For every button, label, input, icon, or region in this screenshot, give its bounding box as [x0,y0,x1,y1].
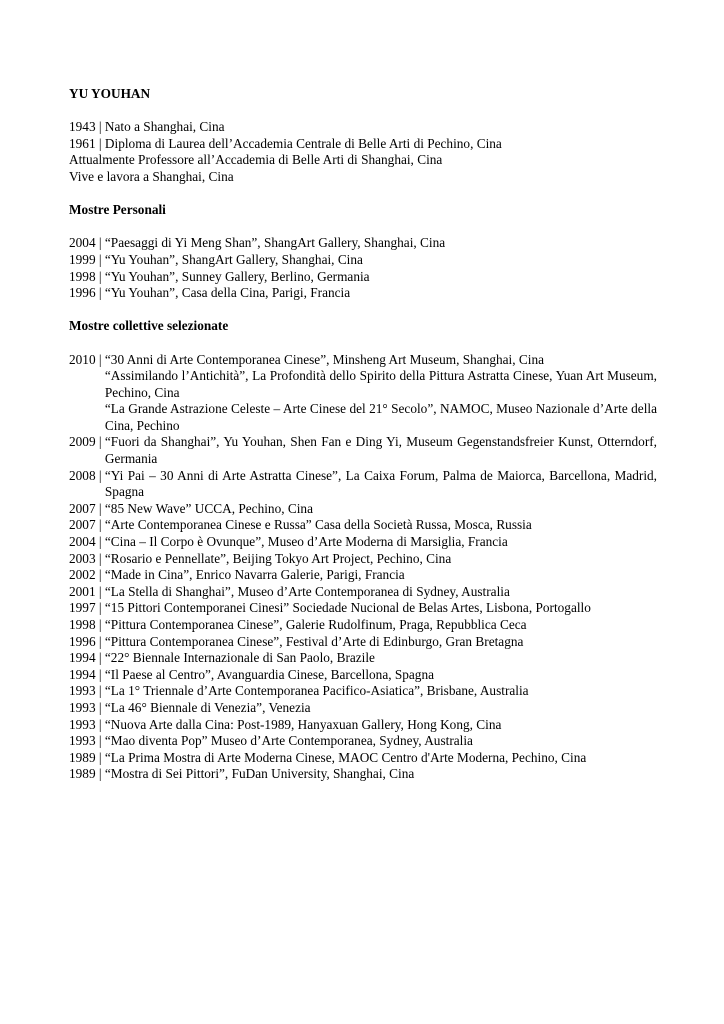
exhibition-year: 1993 [69,699,96,715]
year-separator: | [95,716,105,732]
exhibition-row [69,600,657,617]
exhibition-year: 1998 [69,268,96,284]
year-separator: | [95,517,105,533]
exhibition-entries [105,235,657,252]
exhibition-entry: “Mao diventa Pop” Museo d’Arte Contemporanea, Sydney, Australia [104,733,473,749]
group-exhibitions-list [69,352,657,783]
exhibition-row [69,683,657,700]
exhibition-entry: “Il Paese al Centro”, Avanguardia Cinese, Barcellona, Spagna [104,666,435,682]
exhibition-year: 1999 [69,251,96,267]
exhibition-year: 1997 [69,600,96,616]
solo-exhibitions-list [69,235,657,301]
exhibition-entries [105,534,657,551]
exhibition-year: 2004 [69,235,96,251]
exhibition-row [69,584,657,601]
exhibition-year: 2010 [69,351,96,367]
exhibition-entry: “Cina – Il Corpo è Ovunque”, Museo d’Arte Moderna di Marsiglia, Francia [104,534,508,550]
exhibition-row [69,468,657,501]
year-separator: | [95,633,105,649]
exhibition-entries [105,634,657,651]
exhibition-year: 2003 [69,550,96,566]
exhibition-entry: “Yu Youhan”, ShangArt Gallery, Shanghai, Cina [104,251,363,267]
exhibition-entries [105,352,657,435]
exhibition-row [69,667,657,684]
exhibition-entry: “La Prima Mostra di Arte Moderna Cinese, MAOC Centro d'Arte Moderna, Pechino, Cina [104,749,587,765]
exhibition-entries [105,650,657,667]
group-exhibitions-heading: Mostre collettive selezionate [69,318,229,334]
bio-line: Vive e lavora a Shanghai, Cina [69,168,234,184]
exhibition-entry: “La 46° Biennale di Venezia”, Venezia [104,699,311,715]
exhibition-entries [105,667,657,684]
document-page [69,86,657,783]
exhibition-row [69,733,657,750]
exhibition-entries [105,517,657,534]
exhibition-entries [105,285,657,302]
exhibition-year: 1994 [69,666,96,682]
year-separator: | [95,268,105,284]
exhibition-entry: “Fuori da Shanghai”, Yu Youhan, Shen Fan e Ding Yi, Museum Gegenstandsfreier Kunst, Otterndorf, Germania [104,434,657,467]
exhibition-entries [105,252,657,269]
exhibition-entry: “85 New Wave” UCCA, Pechino, Cina [104,500,313,516]
exhibition-row [69,650,657,667]
year-separator: | [95,600,105,616]
bio-line: Attualmente Professore all’Accademia di Belle Arti di Shanghai, Cina [69,152,443,168]
exhibition-row [69,285,657,302]
exhibition-entry: “Mostra di Sei Pittori”, FuDan University, Shanghai, Cina [104,766,415,782]
exhibition-row [69,235,657,252]
exhibition-entry: “Rosario e Pennellate”, Beijing Tokyo Art Project, Pechino, Cina [104,550,452,566]
exhibition-year: 1989 [69,749,96,765]
exhibition-year: 2008 [69,467,96,483]
exhibition-entry: “La Grande Astrazione Celeste – Arte Cinese del 21° Secolo”, NAMOC, Museo Nazionale d’Arte della Cina, Pechino [104,401,657,433]
exhibition-year: 1996 [69,285,96,301]
exhibition-row [69,269,657,286]
exhibition-entry: “Nuova Arte dalla Cina: Post-1989, Hanyaxuan Gallery, Hong Kong, Cina [104,716,502,732]
exhibition-year: 1989 [69,766,96,782]
exhibition-entries [105,434,657,467]
exhibition-entry: “30 Anni di Arte Contemporanea Cinese”, Minsheng Art Museum, Shanghai, Cina [104,351,545,367]
exhibition-entry: “Yu Youhan”, Sunney Gallery, Berlino, Germania [104,268,370,284]
exhibition-entries [105,717,657,734]
exhibition-entry: “Yi Pai – 30 Anni di Arte Astratta Cinese”, La Caixa Forum, Palma de Maiorca, Barcellona, Madrid, Spagna [104,467,657,500]
exhibition-row [69,501,657,518]
exhibition-year: 1998 [69,617,96,632]
exhibition-entries [105,551,657,568]
exhibition-entry: “Pittura Contemporanea Cinese”, Festival d’Arte di Edinburgo, Gran Bretagna [104,633,524,649]
year-separator: | [95,235,105,251]
exhibition-row [69,534,657,551]
exhibition-entry: “22° Biennale Internazionale di San Paolo, Brazile [104,650,375,666]
year-separator: | [95,617,105,632]
exhibition-entries [105,468,657,501]
exhibition-entries [105,567,657,584]
exhibition-row [69,766,657,783]
exhibition-entries [105,750,657,767]
exhibition-entry: “La Stella di Shanghai”, Museo d’Arte Contemporanea di Sydney, Australia [104,583,510,599]
exhibition-year: 2007 [69,517,96,533]
solo-exhibitions-heading: Mostre Personali [69,202,166,218]
year-separator: | [95,766,105,782]
year-separator: | [95,683,105,699]
exhibition-entries [105,683,657,700]
year-separator: | [95,285,105,301]
exhibition-entries [105,600,657,617]
exhibition-year: 2007 [69,500,96,516]
exhibition-entries [105,501,657,518]
exhibition-row [69,700,657,717]
year-separator: | [95,650,105,666]
exhibition-entry: “Assimilando l’Antichità”, La Profondità dello Spirito della Pittura Astratta Cinese, Yuan Art Museum, Pechino, Cina [104,368,657,400]
exhibition-entry: “La 1° Triennale d’Arte Contemporanea Pacifico-Asiatica”, Brisbane, Australia [104,683,529,699]
exhibition-entries [105,766,657,783]
exhibition-entries [105,584,657,601]
exhibition-row [69,551,657,568]
exhibition-year: 1994 [69,650,96,666]
year-separator: | [95,534,105,550]
exhibition-row [69,517,657,534]
exhibition-row [69,617,657,634]
exhibition-year: 2009 [69,434,96,450]
year-separator: | [95,550,105,566]
year-separator: | [95,567,105,583]
exhibition-year: 1996 [69,633,96,649]
artist-name-title: YU YOUHAN [69,86,151,101]
exhibition-entries [105,733,657,750]
exhibition-year: 1993 [69,683,96,699]
exhibition-year: 2004 [69,534,96,550]
exhibition-entry: “Made in Cina”, Enrico Navarra Galerie, Parigi, Francia [104,567,405,583]
exhibition-entries [105,617,657,634]
exhibition-year: 1993 [69,733,96,749]
exhibition-entry: “15 Pittori Contemporanei Cinesi” Sociedade Nucional de Belas Artes, Lisbona, Portogallo [104,600,591,616]
exhibition-row [69,567,657,584]
year-separator: | [95,434,105,450]
exhibition-entry: “Arte Contemporanea Cinese e Russa” Casa della Società Russa, Mosca, Russia [104,517,532,533]
exhibition-row [69,750,657,767]
year-separator: | [95,666,105,682]
biography [69,119,657,185]
exhibition-entry: “Yu Youhan”, Casa della Cina, Parigi, Francia [104,285,351,301]
year-separator: | [95,699,105,715]
exhibition-entry: “Paesaggi di Yi Meng Shan”, ShangArt Gallery, Shanghai, Cina [104,235,446,251]
year-separator: | [95,583,105,599]
year-separator: | [95,749,105,765]
exhibition-year: 1993 [69,716,96,732]
bio-line: 1961 | Diploma di Laurea dell’Accademia Centrale di Belle Arti di Pechino, Cina [69,135,502,151]
exhibition-row [69,252,657,269]
year-separator: | [95,467,105,483]
year-separator: | [95,733,105,749]
exhibition-entry: “Pittura Contemporanea Cinese”, Galerie Rudolfinum, Praga, Repubblica Ceca [104,617,527,632]
bio-line: 1943 | Nato a Shanghai, Cina [69,119,225,135]
year-separator: | [95,351,105,367]
exhibition-row [69,717,657,734]
exhibition-year: 2002 [69,567,96,583]
exhibition-row [69,352,657,435]
exhibition-entries [105,269,657,286]
year-separator: | [95,251,105,267]
year-separator: | [95,500,105,516]
exhibition-year: 2001 [69,583,96,599]
exhibition-row [69,434,657,467]
exhibition-row [69,634,657,651]
exhibition-entries [105,700,657,717]
